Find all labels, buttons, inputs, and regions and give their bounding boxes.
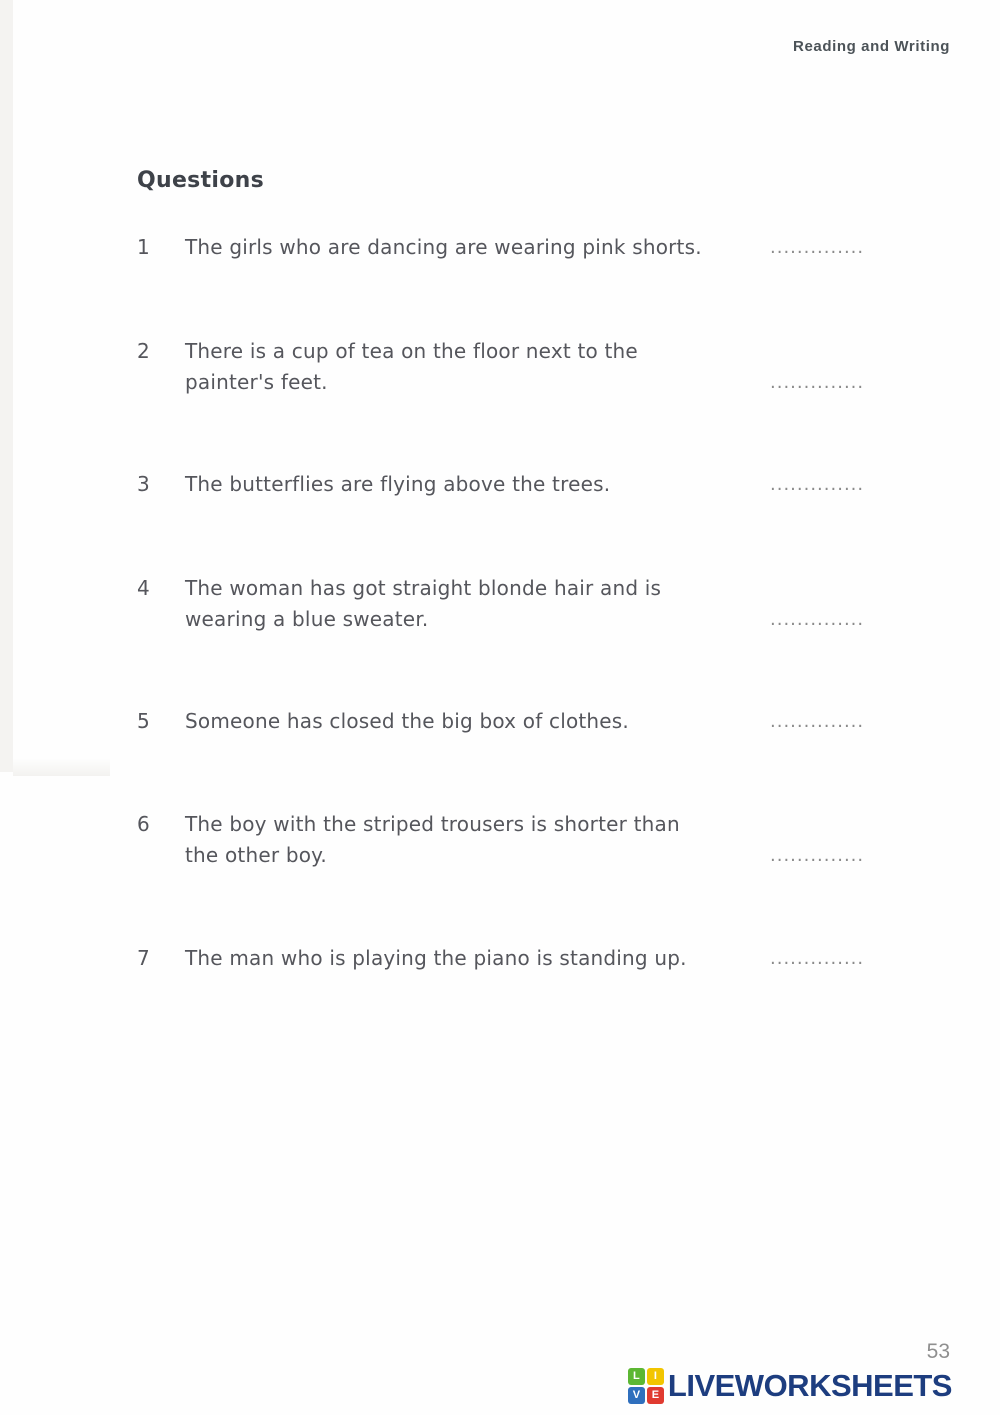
question-text: There is a cup of tea on the floor next to the painter's feet. — [185, 339, 638, 394]
logo-square-e: E — [647, 1387, 664, 1404]
logo-square-v: V — [628, 1387, 645, 1404]
question-number: 5 — [137, 709, 150, 733]
logo-square-l: L — [628, 1368, 645, 1385]
answer-dots[interactable]: .............. — [770, 237, 865, 258]
scan-edge-artifact — [0, 0, 13, 772]
scan-shade-artifact — [13, 758, 110, 776]
answer-dots[interactable]: .............. — [770, 609, 865, 630]
question-number: 2 — [137, 339, 150, 363]
question-number: 4 — [137, 576, 150, 600]
question-text: The boy with the striped trousers is shorter than the other boy. — [185, 812, 680, 867]
answer-dots[interactable]: .............. — [770, 845, 865, 866]
logo-square-i: I — [647, 1368, 664, 1385]
answer-dots[interactable]: .............. — [770, 372, 865, 393]
page-number: 53 — [926, 1340, 950, 1363]
question-text: Someone has closed the big box of clothes. — [185, 709, 629, 733]
question-number: 1 — [137, 235, 150, 259]
answer-dots[interactable]: .............. — [770, 711, 865, 732]
question-text: The man who is playing the piano is standing up. — [185, 946, 687, 970]
questions-heading: Questions — [137, 168, 265, 193]
logo-text: LIVEWORKSHEETS — [667, 1368, 952, 1403]
question-text: The woman has got straight blonde hair and is wearing a blue sweater. — [185, 576, 662, 631]
answer-dots[interactable]: .............. — [770, 474, 865, 495]
question-number: 7 — [137, 946, 150, 970]
question-number: 3 — [137, 472, 150, 496]
logo-squares-icon — [628, 1368, 664, 1404]
question-text: The girls who are dancing are wearing pink shorts. — [185, 235, 702, 259]
question-number: 6 — [137, 812, 150, 836]
question-text: The butterflies are flying above the trees. — [185, 472, 611, 496]
answer-dots[interactable]: .............. — [770, 948, 865, 969]
liveworksheets-logo — [628, 1368, 952, 1404]
page-header-title: Reading and Writing — [793, 38, 950, 55]
